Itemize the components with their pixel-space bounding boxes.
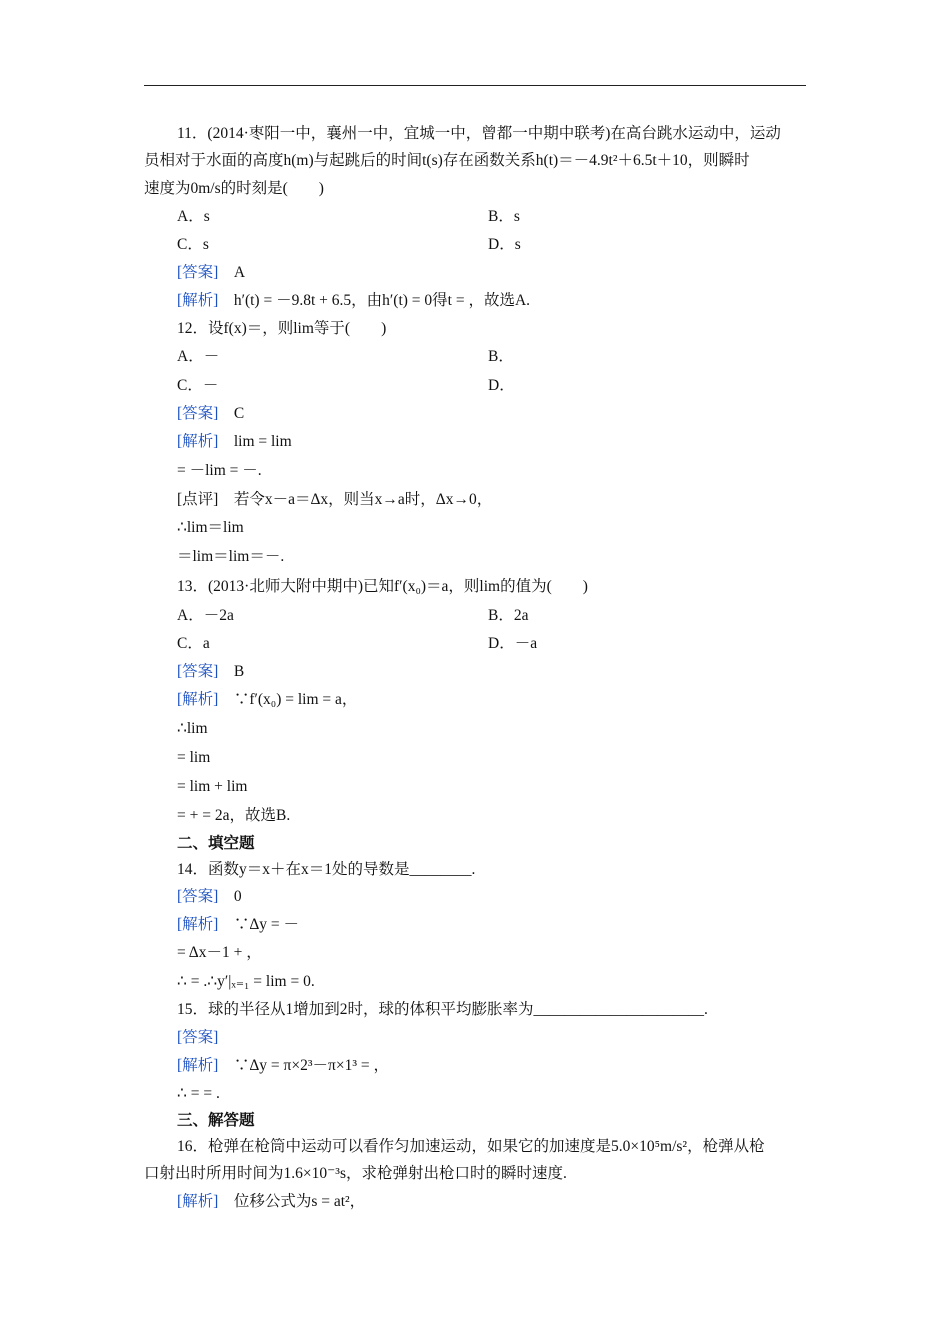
line-text: ∵f′(x₀) = lim = a，	[218, 691, 358, 708]
line-text: 员相对于水面的高度h(m)与起跳后的时间t(s)存在函数关系h(t)＝－4.9t²＋6.5t＋10，则瞬时	[144, 152, 750, 169]
line-text: A	[218, 264, 246, 281]
annotated-line	[177, 1028, 218, 1048]
line-text: D．－a	[488, 635, 538, 652]
line-text: 口射出时所用时间为1.6×10⁻³s，求枪弹射出枪口时的瞬时速度.	[144, 1165, 567, 1182]
line-text: = + = 2a，故选B.	[177, 807, 291, 824]
line-text: lim = lim	[218, 433, 292, 450]
text-line	[177, 719, 208, 739]
line-text: C．a	[177, 635, 210, 652]
text-line	[177, 806, 290, 826]
line-text: B．2a	[488, 607, 529, 624]
line-text: h′(t) = －9.8t + 6.5，由h′(t) = 0得t = ，故选A.	[218, 292, 531, 309]
line-text: = lim	[177, 749, 211, 766]
text-line	[488, 235, 521, 255]
line-text: B．s	[488, 208, 520, 225]
section-tag: [解析]	[177, 433, 219, 450]
text-line	[177, 207, 210, 227]
line-text: A．－2a	[177, 607, 234, 624]
text-line	[177, 777, 247, 797]
line-text: ∴lim	[177, 720, 208, 737]
line-text: ∵Δy = －	[218, 916, 300, 933]
text-line	[177, 319, 386, 339]
line-text: 位移公式为s = at²，	[218, 1193, 366, 1210]
text-line	[177, 235, 209, 255]
line-text: C	[218, 405, 245, 422]
text-line	[488, 376, 515, 396]
text-line	[177, 376, 218, 396]
annotated-line	[177, 690, 357, 710]
section-tag: [答案]	[177, 264, 219, 281]
line-text: D．	[488, 377, 515, 394]
annotated-line	[177, 915, 299, 935]
text-line	[177, 1111, 255, 1131]
line-text: ∵Δy = π×2³－π×1³ = ，	[218, 1057, 389, 1074]
text-line	[177, 1084, 220, 1104]
annotated-line	[177, 662, 244, 682]
line-text: A．－	[177, 348, 220, 365]
line-text: D．s	[488, 236, 521, 253]
text-line	[144, 179, 324, 199]
section-tag: [解析]	[177, 916, 219, 933]
line-text: 13．(2013·北师大附中期中)已知f′(x₀)＝a，则lim的值为( )	[177, 578, 588, 595]
line-text: 速度为0m/s的时刻是( )	[144, 180, 324, 197]
line-text: A．s	[177, 208, 210, 225]
annotated-line	[177, 887, 242, 907]
text-line	[488, 207, 520, 227]
section-tag: [答案]	[177, 1029, 219, 1046]
annotated-line	[177, 404, 244, 424]
text-line	[177, 860, 475, 880]
line-text: 二、填空题	[177, 835, 255, 852]
line-text: 0	[218, 888, 242, 905]
line-text: 11．(2014·枣阳一中，襄州一中，宜城一中，曾都一中期中联考)在高台跳水运动中，运动	[177, 125, 781, 142]
section-tag: [答案]	[177, 663, 219, 680]
line-text: ＝lim＝lim＝－.	[177, 548, 285, 565]
text-line	[488, 634, 537, 654]
line-text: = lim + lim	[177, 778, 248, 795]
line-text: ∴lim＝lim	[177, 519, 244, 536]
section-tag: [解析]	[177, 691, 219, 708]
line-text: B．	[488, 348, 514, 365]
line-text: 12．设f(x)＝，则lim等于( )	[177, 320, 387, 337]
text-line	[177, 124, 781, 144]
annotated-line	[177, 1056, 389, 1076]
text-line	[177, 347, 219, 367]
section-tag: [答案]	[177, 405, 219, 422]
text-line	[488, 347, 514, 367]
text-line	[144, 151, 750, 171]
text-line	[177, 577, 588, 597]
line-text: C．s	[177, 236, 209, 253]
annotated-line	[177, 291, 530, 311]
line-text: = Δx－1 + ，	[177, 944, 262, 961]
text-line	[177, 490, 492, 510]
line-text: B	[218, 663, 245, 680]
text-line	[177, 1000, 708, 1020]
text-line	[488, 606, 528, 626]
line-text: = －lim = －.	[177, 462, 262, 479]
text-line	[177, 547, 284, 567]
annotated-line	[177, 1192, 365, 1212]
line-text: [点评] 若令x－a＝Δx，则当x→a时，Δx→0，	[177, 491, 493, 508]
annotated-line	[177, 263, 245, 283]
text-line	[177, 606, 234, 626]
text-line	[144, 1164, 567, 1184]
text-line	[177, 748, 210, 768]
header-rule	[144, 85, 806, 86]
line-text: C．－	[177, 377, 219, 394]
text-line	[177, 634, 210, 654]
line-text: ∴ = .∴y′|ₓ₌₁ = lim = 0.	[177, 973, 315, 990]
text-line	[177, 461, 262, 481]
line-text: 三、解答题	[177, 1112, 255, 1129]
text-line	[177, 518, 244, 538]
line-text: ∴ = = .	[177, 1085, 220, 1102]
annotated-line	[177, 432, 292, 452]
section-tag: [解析]	[177, 1057, 219, 1074]
section-tag: [解析]	[177, 292, 219, 309]
line-text: 14．函数y＝x＋在x＝1处的导数是________.	[177, 861, 476, 878]
line-text: 15．球的半径从1增加到2时，球的体积平均膨胀率为______________________.	[177, 1001, 708, 1018]
section-tag: [答案]	[177, 888, 219, 905]
text-line	[177, 1137, 765, 1157]
section-tag: [解析]	[177, 1193, 219, 1210]
line-text: 16．枪弹在枪筒中运动可以看作匀加速运动，如果它的加速度是5.0×10⁵m/s²，枪弹从枪	[177, 1138, 765, 1155]
text-line	[177, 834, 255, 854]
text-line	[177, 943, 262, 963]
text-line	[177, 972, 315, 992]
